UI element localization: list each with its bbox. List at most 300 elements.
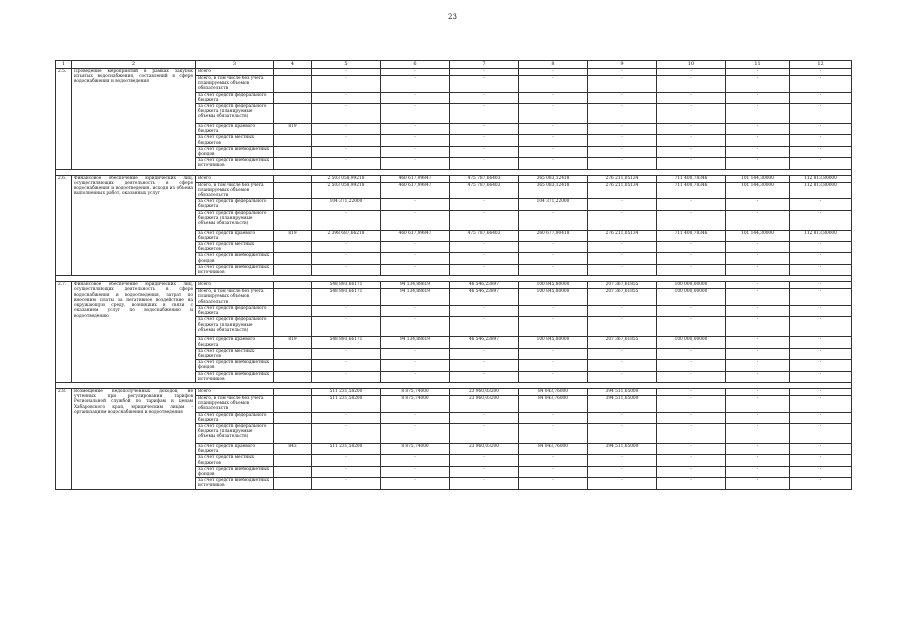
amount-cell: -	[726, 317, 790, 337]
amount-cell: 94 134,88619	[381, 282, 450, 289]
amount-cell: 100 000,00000	[657, 337, 726, 348]
amount-cell: -	[790, 348, 852, 359]
amount-cell: -	[519, 253, 588, 264]
amount-cell: -	[381, 135, 450, 146]
amount-cell: -	[381, 158, 450, 169]
item-name: Финансовое обеспечение юридических лиц, осуществляющих деятельность в сфере водоснабжения и водоотведения, затрат по внесению платы за негативное воздействие на окружающую среду, возникших в связи с оказанием услуг по водоснабжению и водоотведению	[72, 282, 196, 383]
budget-code	[274, 264, 312, 275]
amount-cell: -	[312, 360, 381, 371]
amount-cell: -	[312, 423, 381, 443]
amount-cell: -	[519, 264, 588, 275]
amount-cell: 460 617,99847	[381, 182, 450, 199]
budget-table	[55, 60, 852, 490]
amount-cell: -	[450, 124, 519, 135]
amount-cell: 365 083,12418	[519, 175, 588, 182]
amount-cell: -	[588, 199, 657, 210]
amount-cell: 100 845,80000	[519, 282, 588, 289]
amount-cell: -	[790, 371, 852, 382]
amount-cell: 112 813,80000	[790, 175, 852, 182]
budget-code	[274, 210, 312, 230]
funding-source: за счет средств внебюджетных источников	[196, 264, 274, 275]
amount-cell: 101 144,30000	[726, 230, 790, 241]
amount-cell: 460 617,99847	[381, 230, 450, 241]
amount-cell: -	[657, 371, 726, 382]
amount-cell: -	[519, 76, 588, 93]
amount-cell: -	[657, 348, 726, 359]
amount-cell: 100 845,80000	[519, 289, 588, 306]
amount-cell: -	[790, 104, 852, 124]
amount-cell: -	[790, 388, 852, 395]
amount-cell: 94 134,88619	[381, 289, 450, 306]
amount-cell: 23 960,03200	[450, 395, 519, 412]
item-name: Возмещение недополученных доходов, не учтенных при регулировании тарифов Региональной службой по тарифам и ценам Хабаровского края, юридическим лицам - организациям водоснабжения и водоотведения	[72, 388, 196, 489]
table-row	[56, 175, 852, 182]
amount-cell: -	[726, 199, 790, 210]
funding-source: Всего	[196, 282, 274, 289]
amount-cell: -	[519, 348, 588, 359]
funding-source: за счет средств краевого бюджета	[196, 337, 274, 348]
amount-cell: -	[726, 455, 790, 466]
amount-cell: -	[450, 135, 519, 146]
amount-cell: -	[657, 210, 726, 230]
amount-cell: 548 893,66171	[312, 337, 381, 348]
amount-cell: -	[657, 135, 726, 146]
amount-cell: -	[790, 305, 852, 316]
amount-cell: -	[726, 360, 790, 371]
column-number: 9	[588, 61, 657, 69]
amount-cell: -	[726, 348, 790, 359]
amount-cell: -	[726, 242, 790, 253]
amount-cell: -	[450, 158, 519, 169]
amount-cell: -	[790, 455, 852, 466]
amount-cell: -	[312, 69, 381, 76]
amount-cell: 207 367,61855	[588, 282, 657, 289]
amount-cell: -	[790, 135, 852, 146]
amount-cell: 101 144,30000	[726, 175, 790, 182]
amount-cell: -	[588, 104, 657, 124]
amount-cell: 23 960,03200	[450, 388, 519, 395]
amount-cell: -	[450, 146, 519, 157]
amount-cell: 394 511,65000	[588, 443, 657, 454]
amount-cell: -	[790, 412, 852, 423]
amount-cell: -	[312, 455, 381, 466]
amount-cell: 511 231,58200	[312, 395, 381, 412]
amount-cell: -	[381, 253, 450, 264]
amount-cell: -	[312, 264, 381, 275]
amount-cell: -	[381, 423, 450, 443]
amount-cell: -	[450, 423, 519, 443]
amount-cell: -	[790, 337, 852, 348]
amount-cell: -	[657, 146, 726, 157]
amount-cell: -	[519, 135, 588, 146]
funding-source: за счет средств внебюджетных фондов	[196, 253, 274, 264]
funding-source: Всего, в том числе без учета планируемых объемов обязательств	[196, 289, 274, 306]
amount-cell: -	[790, 158, 852, 169]
amount-cell: -	[726, 158, 790, 169]
amount-cell: 100 845,80000	[519, 337, 588, 348]
amount-cell: 475 787,66403	[450, 230, 519, 241]
budget-code	[274, 146, 312, 157]
amount-cell: -	[726, 69, 790, 76]
funding-source: за счет средств федерального бюджета	[196, 199, 274, 210]
funding-source: за счет средств федерального бюджета	[196, 92, 274, 103]
amount-cell: -	[657, 124, 726, 135]
funding-source: за счет средств местных бюджетов	[196, 455, 274, 466]
amount-cell: -	[312, 210, 381, 230]
budget-code: 819	[274, 230, 312, 241]
amount-cell: -	[450, 466, 519, 477]
amount-cell: -	[588, 264, 657, 275]
amount-cell: -	[790, 92, 852, 103]
amount-cell: -	[588, 210, 657, 230]
funding-source: Всего, в том числе без учета планируемых объемов обязательств	[196, 395, 274, 412]
amount-cell: -	[657, 242, 726, 253]
amount-cell: -	[312, 478, 381, 489]
amount-cell: 84 043,76000	[519, 443, 588, 454]
amount-cell: -	[312, 76, 381, 93]
budget-code	[274, 466, 312, 477]
amount-cell: -	[381, 455, 450, 466]
amount-cell: -	[381, 348, 450, 359]
funding-source: за счет средств краевого бюджета	[196, 124, 274, 135]
amount-cell: 100 000,00000	[657, 289, 726, 306]
amount-cell: -	[381, 371, 450, 382]
budget-table-body	[56, 61, 852, 490]
amount-cell: -	[726, 395, 790, 412]
amount-cell: -	[790, 264, 852, 275]
amount-cell: -	[312, 348, 381, 359]
column-number-row	[56, 61, 852, 69]
amount-cell: 8 875,74000	[381, 443, 450, 454]
amount-cell: -	[519, 305, 588, 316]
amount-cell: 2 503 058,99218	[312, 182, 381, 199]
amount-cell: -	[790, 199, 852, 210]
table-row	[56, 388, 852, 395]
budget-code	[274, 478, 312, 489]
amount-cell: -	[381, 466, 450, 477]
funding-source: за счет средств внебюджетных источников	[196, 371, 274, 382]
amount-cell: -	[657, 158, 726, 169]
amount-cell: -	[790, 466, 852, 477]
amount-cell: -	[657, 478, 726, 489]
budget-code	[274, 76, 312, 93]
amount-cell: -	[450, 455, 519, 466]
amount-cell: 711 400,78346	[657, 175, 726, 182]
amount-cell: -	[726, 92, 790, 103]
funding-source: за счет средств внебюджетных фондов	[196, 466, 274, 477]
amount-cell: -	[588, 124, 657, 135]
amount-cell: -	[588, 317, 657, 337]
amount-cell: -	[450, 104, 519, 124]
item-number: 2.8.	[56, 388, 72, 489]
amount-cell: -	[657, 455, 726, 466]
amount-cell: -	[726, 337, 790, 348]
column-number: 8	[519, 61, 588, 69]
amount-cell: -	[657, 69, 726, 76]
amount-cell: -	[312, 92, 381, 103]
amount-cell: -	[450, 264, 519, 275]
amount-cell: -	[657, 388, 726, 395]
amount-cell: -	[726, 253, 790, 264]
budget-code	[274, 242, 312, 253]
amount-cell: -	[657, 395, 726, 412]
column-number: 7	[450, 61, 519, 69]
budget-code	[274, 199, 312, 210]
amount-cell: -	[381, 199, 450, 210]
amount-cell: 112 813,80000	[790, 182, 852, 199]
amount-cell: -	[790, 360, 852, 371]
amount-cell: -	[657, 104, 726, 124]
funding-source: за счет средств краевого бюджета	[196, 443, 274, 454]
amount-cell: -	[519, 104, 588, 124]
amount-cell: -	[381, 76, 450, 93]
funding-source: Всего, в том числе без учета планируемых объемов обязательств	[196, 182, 274, 199]
amount-cell: -	[450, 69, 519, 76]
amount-cell: -	[588, 348, 657, 359]
amount-cell: 8 875,74000	[381, 395, 450, 412]
amount-cell: -	[519, 455, 588, 466]
amount-cell: -	[519, 210, 588, 230]
amount-cell: 2 398 687,66218	[312, 230, 381, 241]
amount-cell: -	[312, 158, 381, 169]
amount-cell: -	[450, 348, 519, 359]
budget-code	[274, 412, 312, 423]
amount-cell: 460 617,99847	[381, 175, 450, 182]
amount-cell: -	[790, 253, 852, 264]
amount-cell: -	[450, 242, 519, 253]
amount-cell: -	[381, 69, 450, 76]
amount-cell: -	[519, 92, 588, 103]
amount-cell: 276 211,05134	[588, 182, 657, 199]
funding-source: за счет средств местных бюджетов	[196, 348, 274, 359]
amount-cell: -	[657, 92, 726, 103]
amount-cell: -	[450, 478, 519, 489]
amount-cell: -	[588, 466, 657, 477]
amount-cell: -	[519, 360, 588, 371]
amount-cell: -	[519, 242, 588, 253]
amount-cell: -	[519, 371, 588, 382]
amount-cell: -	[588, 423, 657, 443]
budget-table-sheet	[55, 60, 851, 490]
budget-code	[274, 305, 312, 316]
amount-cell: -	[381, 104, 450, 124]
column-number: 2	[72, 61, 196, 69]
item-number: 2.6.	[56, 175, 72, 276]
amount-cell: -	[312, 104, 381, 124]
amount-cell: -	[657, 443, 726, 454]
budget-code	[274, 388, 312, 395]
table-row	[56, 69, 852, 76]
amount-cell: -	[519, 412, 588, 423]
column-number: 10	[657, 61, 726, 69]
item-name: Проведение мероприятий в рамках закупок изъятых водоснабжения, составлений в сфере водоснабжения и водоотведения	[72, 69, 196, 170]
funding-source: за счет средств внебюджетных фондов	[196, 146, 274, 157]
amount-cell: -	[588, 135, 657, 146]
amount-cell: -	[790, 146, 852, 157]
amount-cell: -	[312, 253, 381, 264]
budget-code: 843	[274, 443, 312, 454]
amount-cell: -	[726, 423, 790, 443]
budget-code: 819	[274, 124, 312, 135]
amount-cell: -	[519, 466, 588, 477]
funding-source: за счет средств внебюджетных источников	[196, 158, 274, 169]
amount-cell: -	[588, 371, 657, 382]
amount-cell: 475 787,66403	[450, 182, 519, 199]
budget-code	[274, 253, 312, 264]
amount-cell: -	[588, 69, 657, 76]
amount-cell: -	[450, 199, 519, 210]
funding-source: Всего	[196, 69, 274, 76]
amount-cell: 94 134,88619	[381, 337, 450, 348]
amount-cell: -	[790, 317, 852, 337]
amount-cell: 394 511,65000	[588, 395, 657, 412]
amount-cell: 365 083,12418	[519, 182, 588, 199]
amount-cell: 8 875,74000	[381, 388, 450, 395]
amount-cell: 276 211,05134	[588, 230, 657, 241]
amount-cell: -	[381, 360, 450, 371]
amount-cell: -	[588, 478, 657, 489]
amount-cell: -	[312, 466, 381, 477]
budget-code	[274, 423, 312, 443]
budget-code	[274, 135, 312, 146]
amount-cell: -	[588, 76, 657, 93]
amount-cell: -	[312, 317, 381, 337]
amount-cell: -	[726, 76, 790, 93]
column-number: 5	[312, 61, 381, 69]
amount-cell: -	[381, 210, 450, 230]
amount-cell: -	[726, 210, 790, 230]
funding-source: Всего	[196, 175, 274, 182]
amount-cell: -	[519, 124, 588, 135]
amount-cell: -	[588, 146, 657, 157]
amount-cell: -	[790, 423, 852, 443]
amount-cell: -	[790, 478, 852, 489]
amount-cell: -	[312, 124, 381, 135]
budget-code	[274, 360, 312, 371]
amount-cell: 475 787,66403	[450, 175, 519, 182]
amount-cell: 2 503 058,99218	[312, 175, 381, 182]
amount-cell: 207 367,61855	[588, 289, 657, 306]
amount-cell: -	[657, 253, 726, 264]
amount-cell: -	[312, 242, 381, 253]
column-number: 6	[381, 61, 450, 69]
budget-code	[274, 282, 312, 289]
amount-cell: -	[657, 423, 726, 443]
funding-source: за счет средств федерального бюджета (планируемые объемы обязательств)	[196, 423, 274, 443]
amount-cell: -	[726, 135, 790, 146]
amount-cell: 207 367,61855	[588, 337, 657, 348]
amount-cell: -	[312, 135, 381, 146]
amount-cell: -	[519, 158, 588, 169]
amount-cell: 112 813,80000	[790, 230, 852, 241]
amount-cell: -	[588, 92, 657, 103]
amount-cell: -	[657, 360, 726, 371]
budget-code	[274, 92, 312, 103]
table-row	[56, 282, 852, 289]
budget-code	[274, 348, 312, 359]
amount-cell: -	[726, 466, 790, 477]
amount-cell: -	[519, 478, 588, 489]
amount-cell: -	[588, 158, 657, 169]
amount-cell: -	[588, 412, 657, 423]
amount-cell: -	[657, 317, 726, 337]
amount-cell: 548 893,66171	[312, 289, 381, 306]
page-number: 23	[448, 13, 457, 21]
amount-cell: 84 043,76000	[519, 388, 588, 395]
amount-cell: -	[726, 289, 790, 306]
amount-cell: -	[657, 305, 726, 316]
amount-cell: -	[588, 253, 657, 264]
amount-cell: 548 893,66171	[312, 282, 381, 289]
amount-cell: -	[381, 412, 450, 423]
amount-cell: 101 144,30000	[726, 182, 790, 199]
budget-code	[274, 182, 312, 199]
amount-cell: 46 546,23897	[450, 337, 519, 348]
amount-cell: -	[450, 210, 519, 230]
amount-cell: -	[519, 146, 588, 157]
amount-cell: -	[726, 146, 790, 157]
amount-cell: -	[519, 317, 588, 337]
amount-cell: -	[381, 124, 450, 135]
amount-cell: -	[726, 412, 790, 423]
column-number: 1	[56, 61, 72, 69]
amount-cell: -	[726, 124, 790, 135]
amount-cell: -	[381, 146, 450, 157]
column-number: 4	[274, 61, 312, 69]
funding-source: за счет средств краевого бюджета	[196, 230, 274, 241]
funding-source: Всего, в том числе без учета планируемых объемов обязательств	[196, 76, 274, 93]
amount-cell: -	[657, 466, 726, 477]
funding-source: Всего	[196, 388, 274, 395]
amount-cell: -	[790, 210, 852, 230]
amount-cell: -	[450, 412, 519, 423]
amount-cell: -	[790, 443, 852, 454]
amount-cell: -	[312, 305, 381, 316]
budget-code	[274, 158, 312, 169]
amount-cell: -	[790, 289, 852, 306]
amount-cell: -	[790, 282, 852, 289]
amount-cell: 23 960,03200	[450, 443, 519, 454]
funding-source: за счет средств внебюджетных источников	[196, 478, 274, 489]
amount-cell: -	[381, 242, 450, 253]
amount-cell: -	[790, 69, 852, 76]
item-number: 2.5.	[56, 69, 72, 170]
amount-cell: -	[657, 412, 726, 423]
amount-cell: -	[726, 371, 790, 382]
amount-cell: -	[450, 76, 519, 93]
amount-cell: 104 371,22000	[519, 199, 588, 210]
budget-code	[274, 395, 312, 412]
amount-cell: -	[726, 443, 790, 454]
budget-code	[274, 289, 312, 306]
amount-cell: -	[519, 69, 588, 76]
funding-source: за счет средств местных бюджетов	[196, 242, 274, 253]
item-number: 2.7.	[56, 282, 72, 383]
amount-cell: 104 371,22000	[312, 199, 381, 210]
amount-cell: -	[726, 305, 790, 316]
amount-cell: 260 677,90418	[519, 230, 588, 241]
amount-cell: 511 231,58200	[312, 443, 381, 454]
funding-source: за счет средств федерального бюджета (планируемые объемы обязательств)	[196, 104, 274, 124]
amount-cell: 711 400,78346	[657, 182, 726, 199]
funding-source: за счет средств федерального бюджета (планируемые объемы обязательств)	[196, 210, 274, 230]
amount-cell: 84 043,76000	[519, 395, 588, 412]
budget-code	[274, 104, 312, 124]
budget-code	[274, 371, 312, 382]
budget-code	[274, 175, 312, 182]
amount-cell: -	[450, 317, 519, 337]
amount-cell: -	[450, 371, 519, 382]
